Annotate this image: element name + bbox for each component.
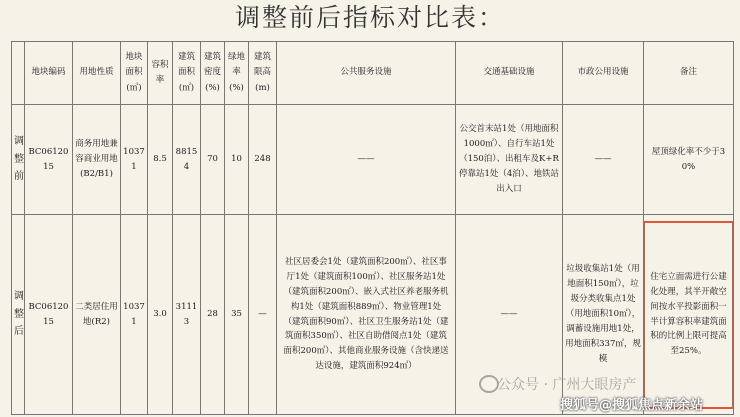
- green-rate: 35: [225, 215, 249, 415]
- building-area: 31113: [173, 215, 201, 415]
- utilities: ——: [563, 105, 644, 215]
- header-building-area: 建筑面积(㎡): [173, 42, 201, 105]
- far: 3.0: [148, 215, 173, 415]
- phase-before: 调整前: [12, 105, 25, 215]
- green-rate: 10: [225, 105, 249, 215]
- table-row: [12, 105, 734, 215]
- header-density: 建筑密度(%): [201, 42, 225, 105]
- plot-code: BC0612015: [25, 105, 73, 215]
- remarks-cell: [644, 215, 734, 415]
- far: 8.5: [148, 105, 173, 215]
- watermark-sohu: 搜狐号@搜狐焦点新余站: [560, 398, 704, 413]
- land-area: 10371: [121, 105, 148, 215]
- utilities: 垃圾收集站1处（用地面积150㎡），垃圾分类收集点1处（用地面积10㎡），调蓄设施用地1处，用地面积337㎡，规模: [563, 215, 644, 415]
- header-transport: 交通基础设施: [456, 42, 563, 105]
- header-height-limit: 建筑限高(m): [249, 42, 277, 105]
- table-header-row: [12, 42, 734, 105]
- header-green-rate: 绿地率(%): [225, 42, 249, 105]
- header-land-area: 地块面积(㎡): [121, 42, 148, 105]
- height-limit: —: [249, 215, 277, 415]
- transport: ——: [456, 215, 563, 415]
- remarks: 屋顶绿化率不少于30%: [644, 105, 734, 215]
- public-facilities: 社区居委会1处（建筑面积200㎡）、社区事厅1处（建筑面积100㎡）、社区服务站1处（建筑面积200㎡）、嵌入式社区养老服务机构1处（建筑面积889㎡）、物业管理1处（建筑面积90㎡）、社区卫生服务站1处（建筑面积350㎡）、社区自助借阅点1处（建筑面积200㎡）、其他商业服务设施（含快递送达设施，建筑面积924㎡）: [277, 215, 456, 415]
- land-area: 10371: [121, 215, 148, 415]
- height-limit: 248: [249, 105, 277, 215]
- header-far: 容积率: [148, 42, 173, 105]
- remarks: 住宅立面需进行公建化处理，其半开敞空间按水平投影面积一半计算容积率建筑面积的比例上限可提高至25%。: [650, 271, 727, 357]
- density: 28: [201, 215, 225, 415]
- land-use: 商务用地兼容商业用地(B2/B1): [73, 105, 121, 215]
- public-facilities: ——: [277, 105, 456, 215]
- highlighted-remark: [643, 221, 734, 409]
- land-use: 二类居住用地(R2): [73, 215, 121, 415]
- header-remarks: 备注: [644, 42, 734, 105]
- transport: 公交首末站1处（用地面积1000㎡）、自行车站1处（150泊）、出租车及K+R停靠站1处（4泊）、地铁站出入口: [456, 105, 563, 215]
- header-phase: [12, 42, 25, 105]
- density: 70: [201, 105, 225, 215]
- header-public-facilities: 公共服务设施: [277, 42, 456, 105]
- comparison-table: [11, 41, 734, 415]
- header-land-use: 用地性质: [73, 42, 121, 105]
- watermark-wechat: 公众号 · 广州大眼房产: [497, 377, 637, 393]
- building-area: 88154: [173, 105, 201, 215]
- header-utilities: 市政公用设施: [563, 42, 644, 105]
- wechat-icon: [479, 375, 499, 393]
- header-plot-code: 地块编码: [25, 42, 73, 105]
- plot-code: BC0612015: [25, 215, 73, 415]
- page-title: 调整前后指标对比表：: [234, 3, 505, 32]
- phase-after: 调整后: [12, 215, 25, 415]
